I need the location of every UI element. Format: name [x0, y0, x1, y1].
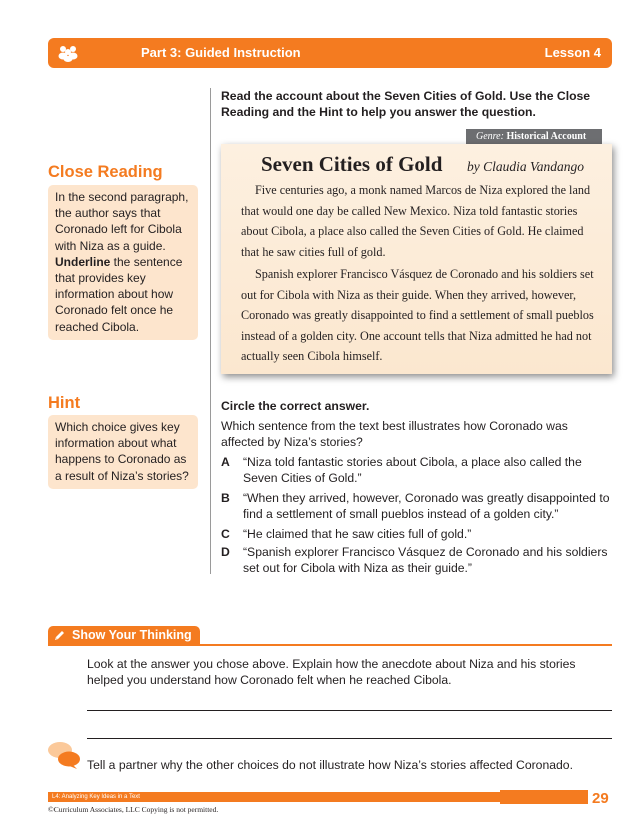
genre-tag — [466, 129, 602, 144]
choice-text: “Spanish explorer Francisco Vásquez de Coronado and his soldiers set out for Cibola with Niza as their guide.” — [243, 545, 608, 575]
group-icon — [57, 44, 79, 62]
choice-letter: D — [221, 545, 230, 559]
close-reading-text-1: In the second paragraph, the author says that Coronado left for Cibola with Niza as a guide. — [55, 190, 189, 253]
page-number: 29 — [592, 790, 609, 807]
choice-text: “He claimed that he saw cities full of gold.” — [243, 527, 472, 541]
choice-letter: A — [221, 455, 230, 469]
genre-value: Historical Account — [506, 131, 587, 142]
pencil-icon — [53, 629, 66, 642]
footer-lesson-title: L4: Analyzing Key Ideas in a Text — [52, 794, 140, 800]
answer-line[interactable] — [87, 710, 612, 711]
close-reading-emphasis: Underline — [55, 254, 111, 269]
copyright-notice: ©Curriculum Associates, LLC Copying is not permitted. — [48, 805, 219, 814]
section-rule — [48, 644, 612, 646]
hint-text: Which choice gives key information about what happens to Coronado as a result of Niza’s stories? — [55, 420, 189, 483]
page-header — [48, 38, 612, 68]
intro-instructions: Read the account about the Seven Cities of Gold. Use the Close Reading and the Hint to help you answer the question. — [221, 89, 591, 119]
reading-passage — [221, 144, 612, 374]
close-reading-heading: Close Reading — [48, 163, 163, 181]
choice-text: “Niza told fantastic stories about Cibola, a place also called the Seven Cities of Gold.” — [243, 455, 582, 485]
passage-author: by Claudia Vandango — [467, 159, 584, 174]
answer-line[interactable] — [87, 738, 612, 739]
question-instruction: Circle the correct answer. — [221, 399, 370, 413]
show-your-thinking-label: Show Your Thinking — [72, 628, 192, 642]
question-prompt: Which sentence from the text best illustrates how Coronado was affected by Niza’s stories? — [221, 419, 568, 449]
lesson-label: Lesson 4 — [544, 45, 601, 60]
hint-heading: Hint — [48, 394, 81, 412]
show-your-thinking-tab — [48, 626, 200, 644]
choice-letter: C — [221, 527, 230, 541]
column-divider — [210, 88, 211, 574]
close-reading-text-2: the sentence that provides key information about how Coronado felt once he reached Cibola. — [55, 254, 183, 334]
choice-text: “When they arrived, however, Coronado was greatly disappointed to find a settlement of small pueblos instead of a golden city.” — [243, 491, 610, 521]
passage-title: Seven Cities of Gold — [261, 152, 443, 176]
passage-paragraph-1: Five centuries ago, a monk named Marcos de Niza explored the land that would one day be called New Mexico. Niza told fantastic stories about Cibola, a place also called the Seven Cities of Gold. He claimed that he saw cities full of gold. — [241, 183, 591, 259]
speech-bubbles-icon — [47, 740, 81, 770]
thinking-prompt: Look at the answer you chose above. Explain how the anecdote about Niza and his stories helped you understand how Coronado felt when he reached Cibola. — [87, 657, 576, 687]
footer-tab — [500, 790, 588, 804]
passage-paragraph-2: Spanish explorer Francisco Vásquez de Coronado and his soldiers set out for Cibola with Niza as their guide. When they arrived, however, Coronado was greatly disappointed to find a settlement of small pueblos instead of a golden city. One account tells that Niza admitted he had not actually seen Cibola himself. — [241, 267, 594, 363]
genre-label: Genre: — [476, 131, 504, 142]
hint-box — [48, 415, 198, 489]
choice-letter: B — [221, 491, 230, 505]
partner-prompt: Tell a partner why the other choices do not illustrate how Niza’s stories affected Coronado. — [87, 758, 573, 772]
part-title: Part 3: Guided Instruction — [141, 45, 301, 60]
close-reading-box — [48, 185, 198, 340]
